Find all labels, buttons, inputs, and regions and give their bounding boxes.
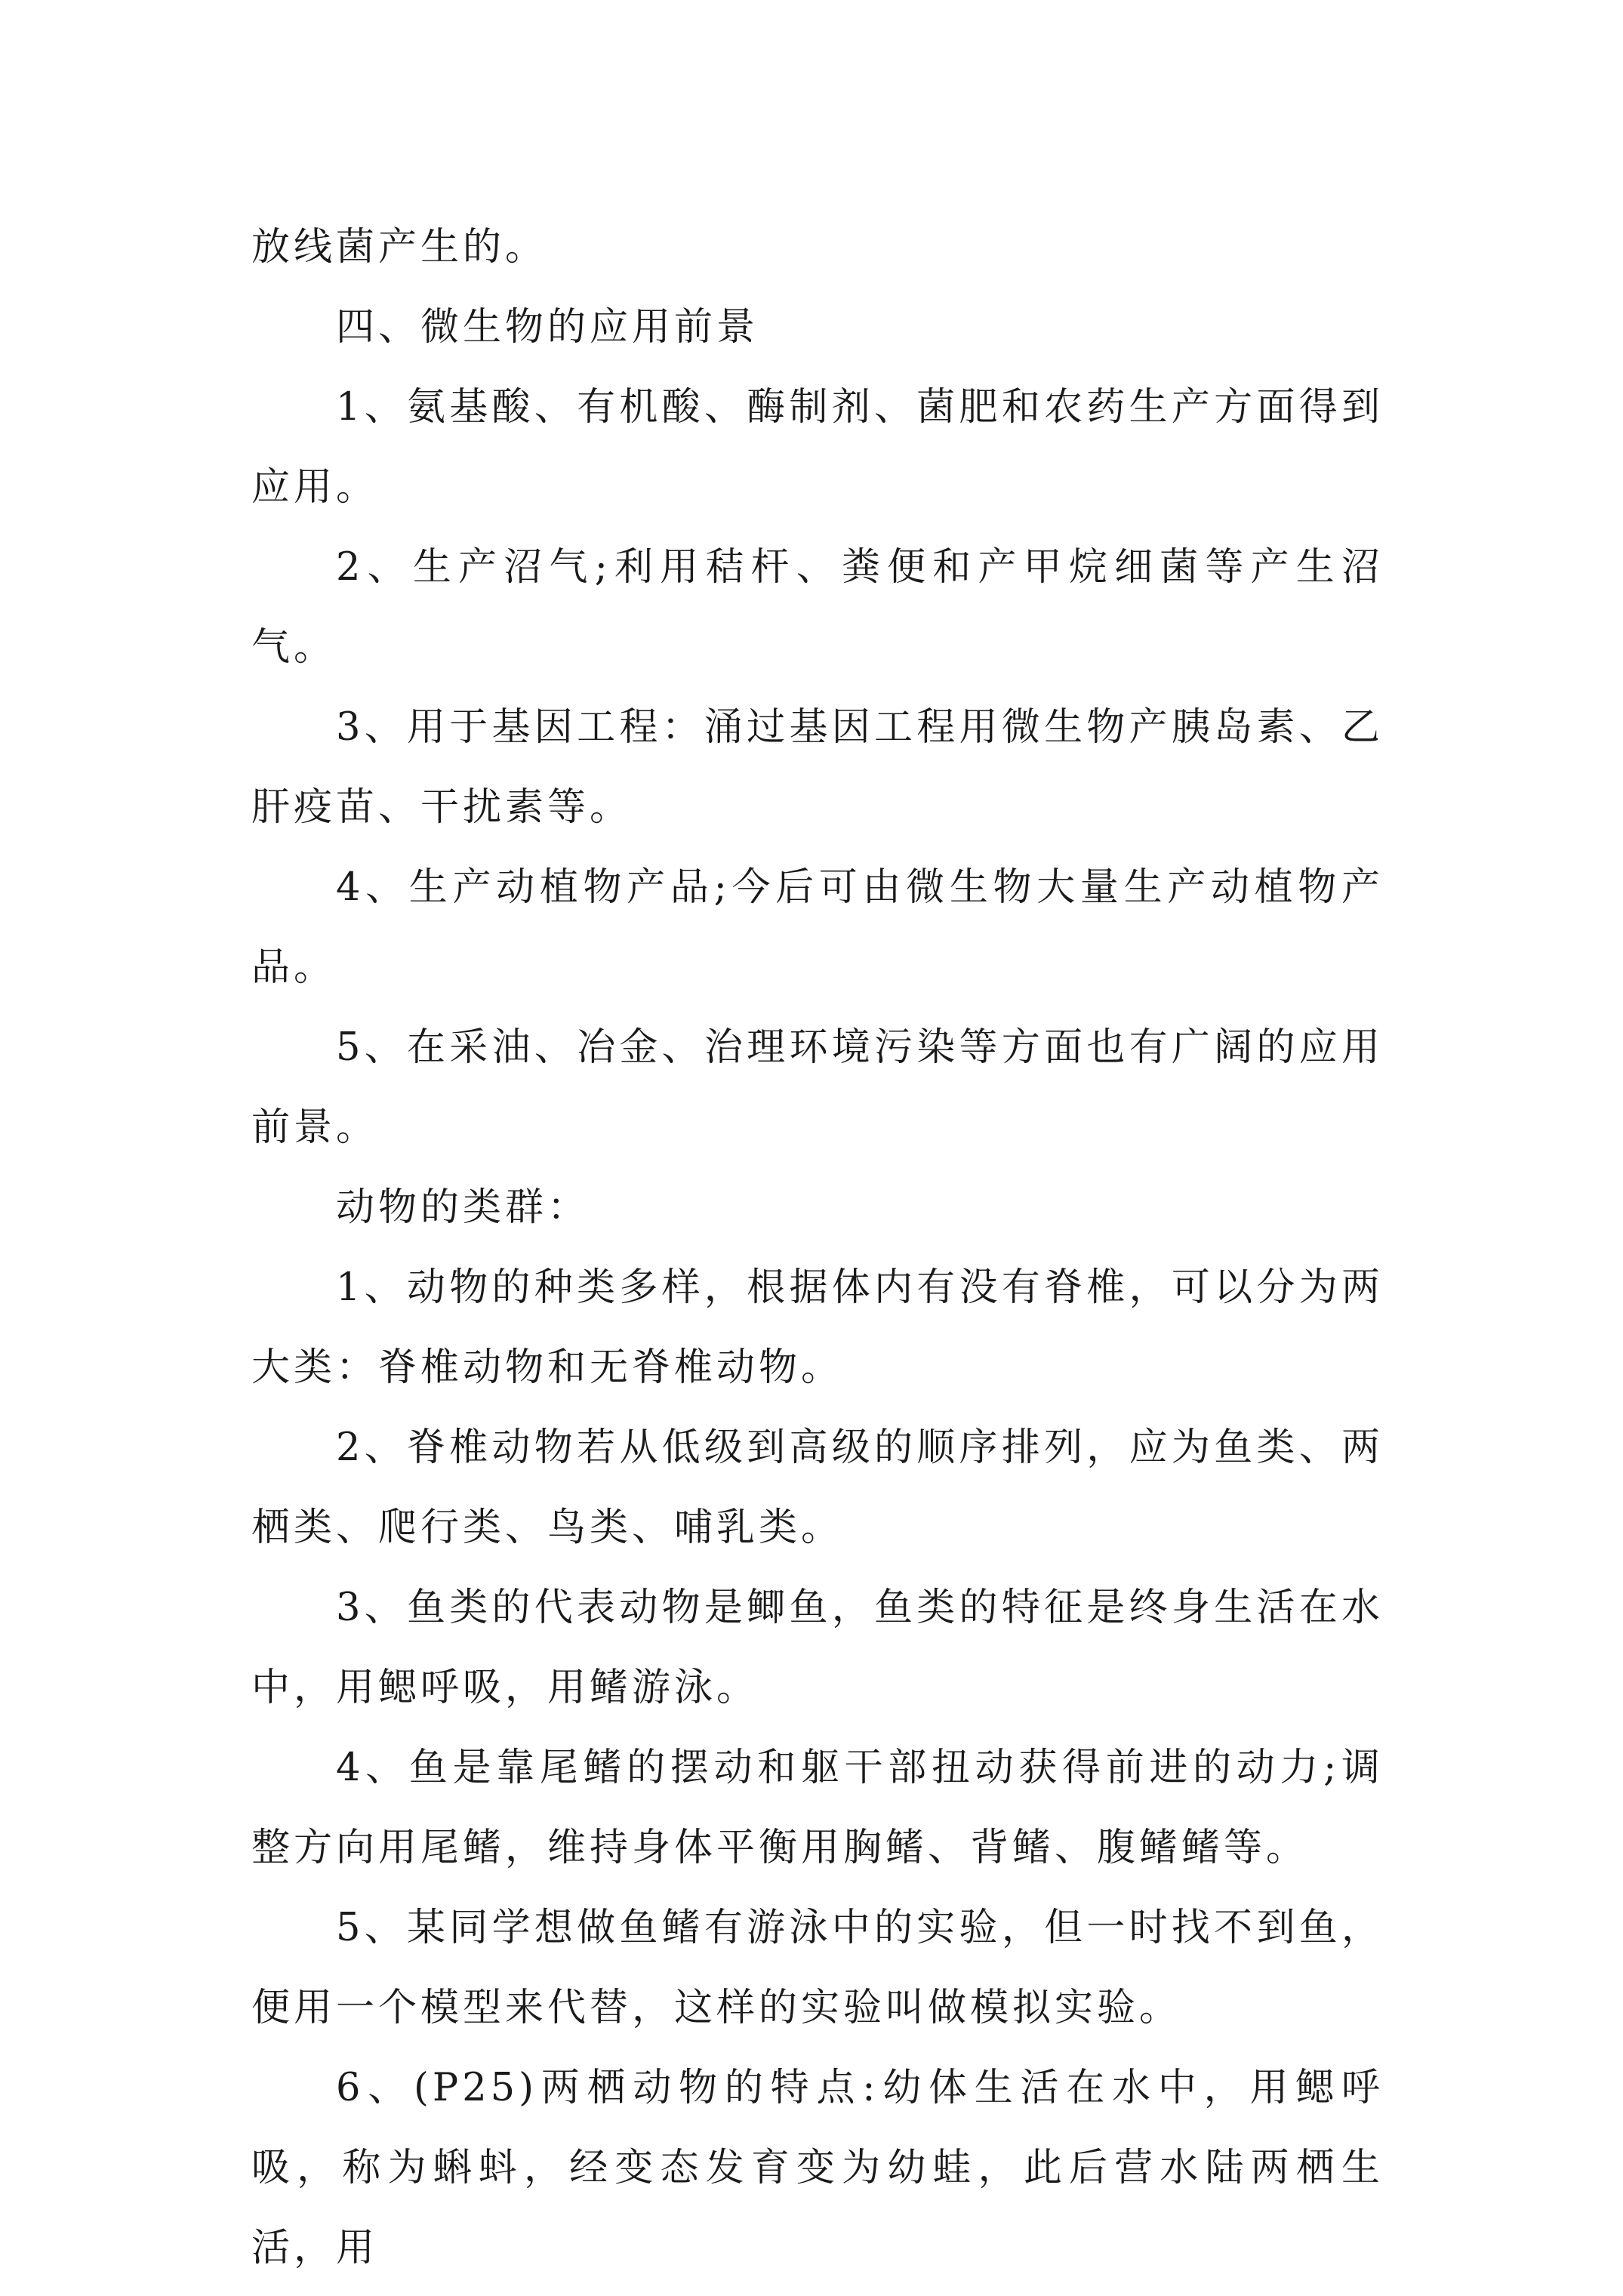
paragraph-4: 3、用于基因工程：涌过基因工程用微生物产胰岛素、乙肝疫苗、干扰素等。 (251, 705, 1384, 830)
section-heading-applications: 四、微生物的应用前景 (336, 305, 759, 350)
paragraph-10: 3、鱼类的代表动物是鲫鱼，鱼类的特征是终身生活在水中，用鳃呼吸，用鳍游泳。 (251, 1586, 1384, 1710)
paragraph-0: 放线菌产生的。 (251, 225, 548, 270)
section-heading-animal-groups: 动物的类群： (336, 1185, 590, 1230)
paragraph-6: 5、在采油、冶金、治理环境污染等方面也有广阔的应用前景。 (251, 1025, 1384, 1150)
paragraph-13: 6、(P25)两栖动物的特点:幼体生活在水中，用鳃呼吸，称为蝌蚪，经变态发育变为幼蛙，此后营水陆两栖生活，用 (251, 2066, 1384, 2270)
paragraph-5: 4、生产动植物产品;今后可由微生物大量生产动植物产品。 (251, 865, 1384, 990)
paragraph-11: 4、鱼是靠尾鳍的摆动和躯干部扭动获得前进的动力;调整方向用尾鳍，维持身体平衡用胸鳍、背鳍、腹鳍鳍等。 (251, 1746, 1384, 1870)
paragraph-8: 1、动物的种类多样，根据体内有没有脊椎，可以分为两大类：脊椎动物和无脊椎动物。 (251, 1265, 1384, 1390)
paragraph-3: 2、生产沼气;利用秸杆、粪便和产甲烷细菌等产生沼气。 (251, 545, 1384, 670)
paragraph-12: 5、某同学想做鱼鳍有游泳中的实验，但一时找不到鱼，便用一个模型来代替，这样的实验叫做模拟实验。 (251, 1906, 1384, 2030)
paragraph-2: 1、氨基酸、有机酸、酶制剂、菌肥和农药生产方面得到应用。 (251, 385, 1384, 510)
document-body (251, 208, 1384, 2288)
paragraph-9: 2、脊椎动物若从低级到高级的顺序排列，应为鱼类、两栖类、爬行类、鸟类、哺乳类。 (251, 1425, 1384, 1550)
